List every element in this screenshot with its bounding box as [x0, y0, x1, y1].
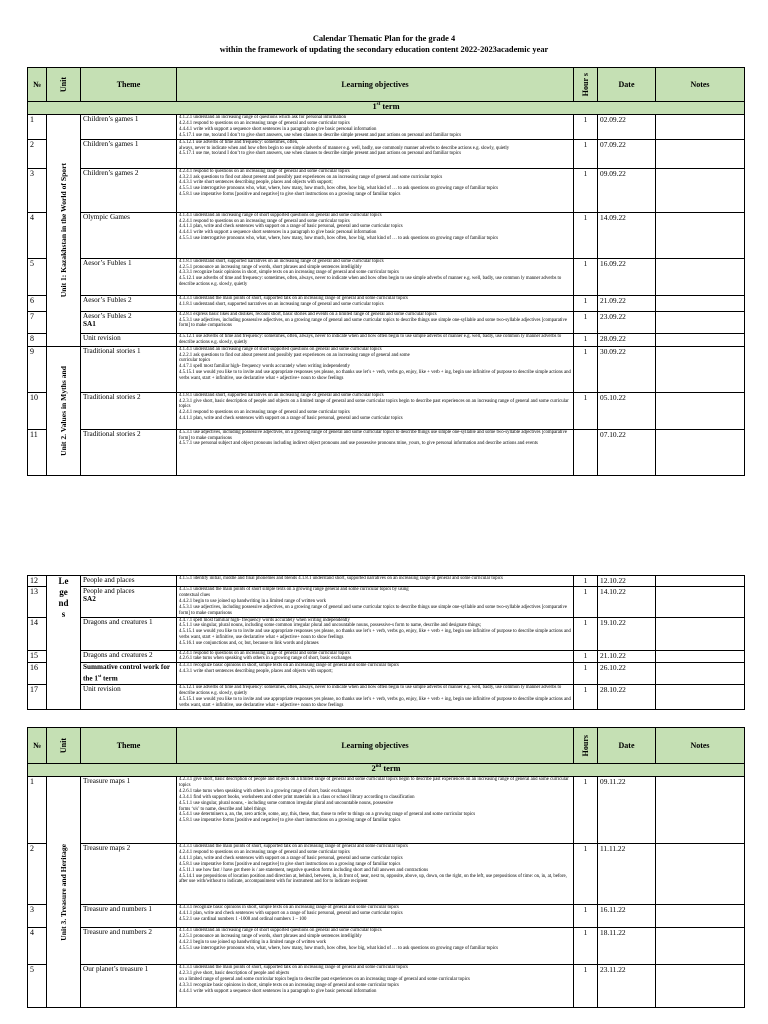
term-row [28, 764, 745, 777]
table-row [28, 905, 745, 928]
notes-cell [656, 311, 745, 333]
hours-cell: 1 [574, 333, 598, 346]
theme-text: Traditional stories 1 [83, 346, 141, 355]
theme-cell [81, 346, 177, 392]
theme-cell [81, 777, 177, 844]
theme-text: Children’s games 2 [83, 168, 139, 177]
objectives-cell [177, 258, 574, 295]
header-num: № [28, 728, 47, 764]
objectives-cell [177, 777, 574, 844]
plan-table-continued [27, 575, 745, 710]
objective-text: 4.1.5.1 identify initial, middle and final phonemes and blends 4.1.8.1 understand short, supported narratives on an increasing range of general and some curricular topics [179, 576, 503, 581]
objective-text: 4.5.1.1 use singular, plural nouns, including some common irregular plural and uncountable nouns, possessive-s form to name, describe and designate things; [179, 623, 482, 629]
objective-text: 4.5.5.1 use interrogative pronouns who, what, where, how many, how much, how often, how big, what kind of … to ask questions on growing range of familiar topics [179, 236, 499, 242]
objective-text: contextual clues [179, 592, 211, 598]
objective-text: 4.5.12.1 use adverbs of time and frequency: sometimes, often, [179, 139, 299, 145]
objective-text: 4.4.1.1 plan, write and check sentences with support on a range of basic personal, general and some curricular topics [179, 416, 403, 422]
hours-cell: 1 [574, 965, 598, 1008]
hours-cell [574, 429, 598, 475]
theme-text: Treasure and numbers 1 [83, 905, 153, 913]
notes-cell [656, 928, 745, 965]
theme-text: People and places [83, 587, 135, 595]
hours-cell: 1 [574, 115, 598, 140]
objective-text: 4.5.14.1 use prepositions of location position and direction at, behind, between, in, in front of, near, next to, opposite, above, up, down, on the right, on the left, use prepositions of time: on, in, at, before, after use with/without to indicate, accompaniment with for instrument and for to indicate recipient [179, 873, 567, 885]
objective-text: 4.5.12.1 use adverbs of time and frequency: sometimes, often, always, never to indicate when and how often begin to use simple adverbs of manner e.g. well, badly, use common ly manner adverbs to describe actions e.g. slowly, quietly [179, 276, 562, 288]
term-title: 1st term [372, 102, 400, 111]
objectives-cell [177, 115, 574, 140]
objective-text: always, never to indicate when and how often begin to use simple adverbs of manner e.g. well, badly, use commonly manner adverbs to describe actions e.g. slowly, quietly [179, 145, 510, 151]
objective-text: 4.4.1.1 plan, write and check sentences with support on a range of basic personal, general and some curricular topics [179, 910, 403, 916]
theme-cell [81, 115, 177, 140]
objective-text: 4.3.3.1 understand the main points of short, supported talk on an increasing range of general and some curricular topics [179, 295, 408, 301]
row-number: 13 [28, 587, 47, 618]
hours-cell: 1 [574, 311, 598, 333]
header-objectives: Learning objectives [177, 728, 574, 764]
header-theme: Theme [81, 728, 177, 764]
row-number: 17 [28, 685, 47, 710]
theme-cell [81, 212, 177, 258]
table-row [28, 685, 745, 710]
objective-text: 4.2.2.1 ask questions to find out about present and possibly past experiences on an increasing range of general and some [179, 352, 410, 358]
notes-cell [656, 576, 745, 587]
row-number: 2 [28, 844, 47, 905]
objective-text: 4.1.8.1 understand short, supported narratives on an increasing range of general and some curricular topics [179, 258, 384, 264]
table-header-row [28, 68, 745, 102]
objective-text: 4.5.1.1 use singular, plural nouns, - including some common irregular plural and uncountable nouns, possessive [179, 800, 394, 806]
term-label [28, 764, 745, 777]
row-number: 1 [28, 115, 47, 140]
table-row [28, 346, 745, 392]
theme-cell [81, 617, 177, 650]
unit-cell [47, 777, 81, 1008]
table-row [28, 663, 745, 685]
objective-text: 4.5.17.1 use me, too/and I don’t to give short answers, use when clauses to describe simple present and past actions on personal and familiar topics [179, 132, 461, 138]
page-subtitle: within the framework of updating the secondary education content 2022-2023academic year [219, 45, 549, 54]
hours-cell: 1 [574, 685, 598, 710]
theme-cell [81, 576, 177, 587]
objective-text: curricular topics [179, 358, 211, 364]
date-cell: 16.09.22 [598, 258, 656, 295]
objective-text: 4.5.16.1 use conjunctions and, or, but, because to link words and phrases [179, 641, 319, 647]
theme-text: People and places [83, 576, 135, 584]
theme-cell [81, 429, 177, 475]
objectives-cell [177, 311, 574, 333]
unit-title: Unit 1: Kazakhstan in the World of Sport [59, 163, 68, 298]
theme-text: Children’s games 1 [83, 115, 139, 123]
hours-cell: 1 [574, 777, 598, 844]
date-cell: 02.09.22 [598, 115, 656, 140]
objectives-cell [177, 844, 574, 905]
objective-text: 4.2.4.1 respond to questions on an increasing range of general and some curricular topics [179, 410, 350, 416]
theme-cell [81, 139, 177, 168]
unit-title: Unit 2. Values in Myths and [59, 365, 68, 456]
objectives-cell [177, 650, 574, 663]
notes-cell [656, 346, 745, 392]
objective-text: 4.4.4.1 write with support a sequence short sentences in a paragraph to give basic personal information [179, 126, 377, 132]
header-notes: Notes [656, 68, 745, 102]
objective-text: 4.5.8.1 use imperative forms [positive and negative] to give short instructions on a growing range of familiar topics [179, 861, 401, 867]
objective-text: 4.5.3.1 use adjectives, including possessive adjectives, on a growing range of general and some curricular topics to describe things use simple one-syllable and some two-syllable adjectives [comparative form] to make comparisons [179, 429, 568, 441]
theme-cell [81, 392, 177, 429]
hours-cell: 1 [574, 576, 598, 587]
table-row [28, 576, 745, 587]
notes-cell [656, 777, 745, 844]
notes-cell [656, 139, 745, 168]
objectives-cell [177, 663, 574, 685]
objective-text: 4.2.5.1 pronounce an increasing range of words, short phrases and simple sentences intelligibly [179, 264, 362, 270]
unit-title: Unit 3. Treasure and Heritage [59, 843, 68, 941]
theme-cell [81, 905, 177, 928]
objective-text: 4.4.2.1 begin to use joined up handwriting in a limited range of written work [179, 598, 327, 604]
term-label [28, 102, 745, 115]
hours-cell: 1 [574, 295, 598, 311]
row-number: 1 [28, 777, 47, 844]
theme-cell [81, 333, 177, 346]
objective-text: 4.4.4.1 write with support a sequence short sentences in a paragraph to give basic personal information [179, 988, 377, 994]
header-date: Date [598, 68, 656, 102]
objective-text: 4.5.8.1 use imperative forms [positive and negative] to give short instructions on a growing range of familiar topics [179, 818, 401, 824]
objective-text: 4.4.3.1 write short sentences describing people, places and objects with support; [179, 180, 333, 186]
objective-text: 4.5.17.1 use me, too/and I don’t to give short answers, use when clauses to describe simple present and past actions on personal and familiar topics [179, 151, 461, 157]
notes-cell [656, 168, 745, 212]
row-number: 10 [28, 392, 47, 429]
objectives-cell [177, 587, 574, 618]
objectives-cell [177, 429, 574, 475]
objective-text: on a limited range of general and some curricular topics begin to describe past experiences on an increasing range of general and some curricular topics [179, 976, 470, 982]
theme-text: Treasure and numbers 2 [83, 928, 153, 936]
table-row [28, 311, 745, 333]
table-row [28, 844, 745, 905]
date-cell: 14.10.22 [598, 587, 656, 618]
objective-text: 4.5.7.1 use personal subject and object pronouns including indirect object pronouns and use possessive pronouns mine, yours, to give personal information and describe actions and events [179, 441, 538, 447]
theme-text: Dragons and creatures 1 [83, 617, 153, 626]
page-title: Calendar Thematic Plan for the grade 4 [312, 34, 456, 43]
table-row [28, 295, 745, 311]
objective-text: 4.1.3.1 understand the main points of short, supported talk on an increasing range of general and some curricular topics [179, 965, 408, 970]
notes-cell [656, 212, 745, 258]
table-row [28, 429, 745, 475]
theme-text: Children’s games 1 [83, 139, 139, 148]
notes-cell [656, 905, 745, 928]
row-number: 5 [28, 965, 47, 1008]
header-theme: Theme [81, 68, 177, 102]
objectives-cell [177, 685, 574, 710]
header-notes: Notes [656, 728, 745, 764]
notes-cell [656, 965, 745, 1008]
theme-text: Dragons and creatures 2 [83, 650, 153, 659]
header-objectives: Learning objectives [177, 68, 574, 102]
term-title: 2nd term [371, 764, 401, 773]
objective-text: 4.4.4.1 write with support a sequence short sentences in a paragraph to give basic personal information [179, 230, 377, 236]
theme-cell [81, 168, 177, 212]
objective-text: 4.3.3.1 recognize basic opinions in short, simple texts on an increasing range of general and some curricular topics [179, 663, 399, 669]
plan-table-term1 [27, 67, 745, 476]
objectives-cell [177, 576, 574, 587]
theme-cell [81, 650, 177, 663]
date-cell: 28.09.22 [598, 333, 656, 346]
table-header-row [28, 728, 745, 764]
objective-text: 4.1.2.1 understand an increasing range of questions which ask for personal information [179, 115, 347, 120]
objectives-cell [177, 168, 574, 212]
row-number: 3 [28, 905, 47, 928]
date-cell: 18.11.22 [598, 928, 656, 965]
objective-text: 4.4.7.1 spell most familiar high- frequency words accurately when writing independently [179, 364, 350, 370]
objective-text: 4.5.12.1 use adverbs of time and frequency: sometimes, often, always, never to indicate when and how often begin to use simple adverbs of manner e.g. well, badly, use common ly manner adverbs to describe actions e.g. slowly, quietly [179, 685, 562, 697]
table-row [28, 392, 745, 429]
header-hours: Hour s [574, 68, 598, 102]
objectives-cell [177, 905, 574, 928]
objective-text: 4.2.4.1 respond to questions on an increasing range of general and some curricular topics [179, 120, 350, 126]
theme-text: Traditional stories 2 [83, 429, 141, 438]
header-unit: Unit [47, 728, 81, 764]
unit-cell [47, 115, 81, 347]
table-row [28, 258, 745, 295]
table-row [28, 650, 745, 663]
theme-text: Aesor’s Fubles 1 [83, 258, 132, 267]
row-number: 14 [28, 617, 47, 650]
objective-text: 4.4.1.1 plan, write and check sentences with support on a range of basic personal, general and some curricular topics [179, 224, 403, 230]
row-number: 7 [28, 311, 47, 333]
notes-cell [656, 617, 745, 650]
notes-cell [656, 685, 745, 710]
date-cell: 19.10.22 [598, 617, 656, 650]
notes-cell [656, 429, 745, 475]
theme-text: Aesor’s Fubles 2 [83, 311, 132, 320]
header-date: Date [598, 728, 656, 764]
date-cell: 12.10.22 [598, 576, 656, 587]
row-number: 15 [28, 650, 47, 663]
term-row [28, 102, 745, 115]
theme-text: Unit revision [83, 333, 121, 342]
hours-cell: 1 [574, 617, 598, 650]
plan-table-term2 [27, 727, 745, 1008]
objective-text: 4.5.3.1 use adjectives, including possessive adjectives, on a growing range of general and some curricular topics to describe things use simple one-syllable and some two-syllable adjectives [comparative form] to make comparisons [179, 604, 568, 616]
theme-cell [81, 965, 177, 1008]
objective-text: 4.3.3.1 understand the main points of short, supported talk on an increasing range of general and some curricular topics [179, 844, 408, 849]
notes-cell [656, 844, 745, 905]
date-cell: 09.11.22 [598, 777, 656, 844]
notes-cell [656, 258, 745, 295]
objective-text: 4.5.15.1 use would you like to to invite and use appropriate responses yes please, no thanks use let’s + verb, verbs go, enjoy, like + verb + ing, begin use infinitive of purpose to describe simple actions and verbs want, start + infinitive, use declarative what + adjective+ noun to show feelings [179, 370, 571, 382]
table-row [28, 139, 745, 168]
date-cell: 23.11.22 [598, 965, 656, 1008]
theme-cell [81, 663, 177, 685]
notes-cell [656, 115, 745, 140]
date-cell: 28.10.22 [598, 685, 656, 710]
header-hours: Hours [574, 728, 598, 764]
table-row [28, 115, 745, 140]
notes-cell [656, 663, 745, 685]
objectives-cell [177, 346, 574, 392]
objective-text: 4.5.4.1 use determiners a, an, the, zero article, some, any, this, these, that, those to refer to things on a growing range of general and some curricular topics [179, 812, 476, 818]
objective-text: 4.3.5.1 understand the main points of short simple texts on a growing range general and some curricular topics by using [179, 587, 409, 592]
table-row [28, 928, 745, 965]
row-number: 6 [28, 295, 47, 311]
objective-text: 4.3.4.1 find with support books, worksheets and other print materials in a class or school library according to classification [179, 794, 415, 800]
date-cell: 21.09.22 [598, 295, 656, 311]
theme-text: Aesor’s Fubles 2 [83, 295, 132, 304]
row-number: 5 [28, 258, 47, 295]
objective-text: 4.1.8.1 understand short, supported narratives on an increasing range of general and some curricular topics [179, 392, 384, 398]
objectives-cell [177, 212, 574, 258]
objective-text: 4.5.5.1 use interrogative pronouns who, what, where, how many, how much, how often, how big, what kind of … to ask questions on growing range of familiar topics [179, 945, 499, 951]
objective-text: 4.5.15.1 use would you like to to invite and use appropriate responses yes please, no thanks use let’s + verb, verbs go, enjoy, like + verb + ing, begin use infinitive of purpose to describe simple actions and verbs want, start + infinitive, use declarative what + adjective+ noun to show feelings [179, 697, 571, 709]
objective-text: 4.2.6.1 take turns when speaking with others in a growing range of short, basic exchanges [179, 656, 352, 662]
objective-text: 4.4.1.1 plan, write and check sentences with support on a range of basic personal, general and some curricular topics [179, 855, 403, 861]
hours-cell: 1 [574, 139, 598, 168]
objective-text: 4.2.3.1 give short, basic description of people and objects [179, 970, 290, 976]
objective-text: 4.2.4.1 respond to questions on an increasing range of general and some curricular topics [179, 650, 350, 656]
unit-cell [47, 346, 81, 475]
objective-text: 4.5.2.1 use cardinal numbers 1 -1000 and ordinal numbers 1 – 100 [179, 916, 307, 922]
theme-text: Treasure maps 1 [83, 777, 131, 785]
objective-text: 4.1.4.1 understand an increasing range of short supported questions on general and some curricular topics [179, 928, 382, 933]
unit-cell [47, 576, 81, 710]
objective-text: 4.4.2.1 begin to use joined up handwriting in a limited range of written work [179, 939, 327, 945]
theme-text: Our planet’s treasure 1 [83, 965, 149, 973]
theme-text: Traditional stories 2 [83, 392, 141, 401]
table-row [28, 587, 745, 618]
row-number: 2 [28, 139, 47, 168]
hours-cell: 1 [574, 168, 598, 212]
objective-text: 4.1.4.1 understand an increasing range of short supported questions on general and some curricular topics [179, 212, 382, 218]
notes-cell [656, 333, 745, 346]
objective-text: 4.4.7.1 spell most familiar high- frequency words accurately when writing independently [179, 617, 350, 623]
theme-assessment: SA2 [83, 595, 96, 604]
hours-cell: 1 [574, 258, 598, 295]
table-row [28, 168, 745, 212]
theme-text: Summative control work for the 1st term [83, 663, 170, 682]
date-cell: 21.10.22 [598, 650, 656, 663]
objective-text: 4.3.2.1 ask questions to find out about present and possibly past experiences on an increasing range of general and some curricular topics [179, 174, 443, 180]
notes-cell [656, 392, 745, 429]
row-number: 4 [28, 928, 47, 965]
hours-cell: 1 [574, 587, 598, 618]
objective-text: 4.2.8.1 express basic likes and dislikes, recount short, basic stories and events on a limited range of general and some curricular topics [179, 311, 437, 317]
theme-cell [81, 685, 177, 710]
row-number: 9 [28, 346, 47, 392]
objective-text: 4.5.3.1 use adjectives, including possessive adjectives, on a growing range of general and some curricular topics to describe things use simple one-syllable and some two-syllable adjectives [comparative form] to make comparisons [179, 317, 568, 329]
objective-text: 4.3.3.1 recognize basic opinions in short, simple texts on an increasing range of general and some curricular topics [179, 982, 399, 988]
theme-text: Unit revision [83, 685, 121, 694]
date-cell: 26.10.22 [598, 663, 656, 685]
date-cell: 30.09.22 [598, 346, 656, 392]
objective-text: forms ‘s/s’ to name, describe and label things [179, 806, 266, 812]
hours-cell: 1 [574, 346, 598, 392]
objective-text: 4.5.8.1 use imperative forms [positive and negative] to give short instructions on a growing range of familiar topics [179, 192, 401, 198]
date-cell: 07.09.22 [598, 139, 656, 168]
table-row [28, 212, 745, 258]
table-row [28, 617, 745, 650]
objectives-cell [177, 139, 574, 168]
objective-text: 4.2.4.1 respond to questions on an increasing range of general and some curricular topics [179, 218, 350, 224]
objective-text: 4.2.4.1 respond to questions on an increasing range of general and some curricular topics [179, 849, 350, 855]
notes-cell [656, 650, 745, 663]
table-row [28, 777, 745, 844]
theme-text: Olympic Games [83, 212, 130, 221]
theme-assessment: SA1 [83, 319, 96, 328]
objectives-cell [177, 295, 574, 311]
date-cell: 23.09.22 [598, 311, 656, 333]
objective-text: 4.4.3.1 write short sentences describing people, places and objects with support; [179, 669, 333, 675]
hours-cell: 1 [574, 928, 598, 965]
theme-cell [81, 844, 177, 905]
objective-text: 4.5.15.1 use would you like to to invite and use appropriate responses yes please, no thanks use let’s + verb, verbs go, enjoy, like + verb + ing, begin use infinitive of purpose to describe simple actions and verbs want, start + infinitive, use declarative what + adjective+ noun to show feelings [179, 629, 571, 641]
row-number: 8 [28, 333, 47, 346]
objective-text: 4.3.3.1 recognize basic opinions in short, simple texts on an increasing range of general and some curricular topics [179, 270, 399, 276]
objectives-cell [177, 333, 574, 346]
objective-text: 4.2.4.1 respond to questions on an increasing range of general and some curricular topics [179, 168, 350, 174]
notes-cell [656, 295, 745, 311]
date-cell: 05.10.22 [598, 392, 656, 429]
hours-cell: 1 [574, 663, 598, 685]
objective-text: 4.5.11.1 use how fast / have got there is / are statement, negative question forms including short and full answers and contractions [179, 867, 429, 873]
date-cell: 16.11.22 [598, 905, 656, 928]
objective-text: 4.5.12.1 use adverbs of time and frequency: sometimes, often, always, never to indicate when and how often begin to use simple adverbs of manner e.g. well, badly, use common ly manner adverbs to describe actions e.g. slowly, quietly [179, 333, 562, 345]
theme-cell [81, 928, 177, 965]
hours-cell: 1 [574, 905, 598, 928]
date-cell: 07.10.22 [598, 429, 656, 475]
hours-cell: 1 [574, 392, 598, 429]
unit-title: Le ge nd s [58, 576, 69, 619]
date-cell: 11.11.22 [598, 844, 656, 905]
table-row [28, 333, 745, 346]
theme-cell [81, 295, 177, 311]
header-unit: Unit [47, 68, 81, 102]
theme-text: Treasure maps 2 [83, 844, 131, 852]
row-number: 11 [28, 429, 47, 475]
objective-text: 4.2.3.1 give short, basic description of people and objects on a limited range of general and some curricular topics begin to describe past experiences on an increasing range of general and some curricular topics [179, 398, 569, 410]
row-number: 4 [28, 212, 47, 258]
objective-text: 4.5.5.1 use interrogative pronouns who, what, where, how many, how much, how often, how big, what kind of … to ask questions on growing range of familiar topics [179, 186, 499, 192]
table-row [28, 965, 745, 1008]
notes-cell [656, 587, 745, 618]
hours-cell: 1 [574, 650, 598, 663]
objective-text: 4.2.6.1 take turns when speaking with others in a growing range of short, basic exchanges [179, 788, 352, 794]
row-number: 12 [28, 576, 47, 587]
objective-text: 4.2.5.1 pronounce an increasing range of words, short phrases and simple sentences intelligibly [179, 933, 362, 939]
objective-text: 4.3.3.1 recognize basic opinions in short, simple texts on an increasing range of general and some curricular topics [179, 905, 399, 910]
theme-cell [81, 311, 177, 333]
date-cell: 09.09.22 [598, 168, 656, 212]
objectives-cell [177, 392, 574, 429]
objectives-cell [177, 617, 574, 650]
objectives-cell [177, 928, 574, 965]
objective-text: 4.1.8.1 understand short, supported narratives on an increasing range of general and some curricular topics [179, 301, 384, 307]
date-cell: 14.09.22 [598, 212, 656, 258]
row-number: 3 [28, 168, 47, 212]
objective-text: 4.1.4.1 understand an increasing range of short supported questions on general and some curricular topics [179, 346, 382, 352]
header-num: № [28, 68, 47, 102]
objective-text: 4.2.3.1 give short, basic description of people and objects on a limited range of general and some curricular topics begin to describe past experiences on an increasing range of general and some curricular topics [179, 777, 569, 788]
theme-cell [81, 587, 177, 618]
row-number: 16 [28, 663, 47, 685]
objectives-cell [177, 965, 574, 1008]
hours-cell: 1 [574, 212, 598, 258]
hours-cell: 1 [574, 844, 598, 905]
theme-cell [81, 258, 177, 295]
